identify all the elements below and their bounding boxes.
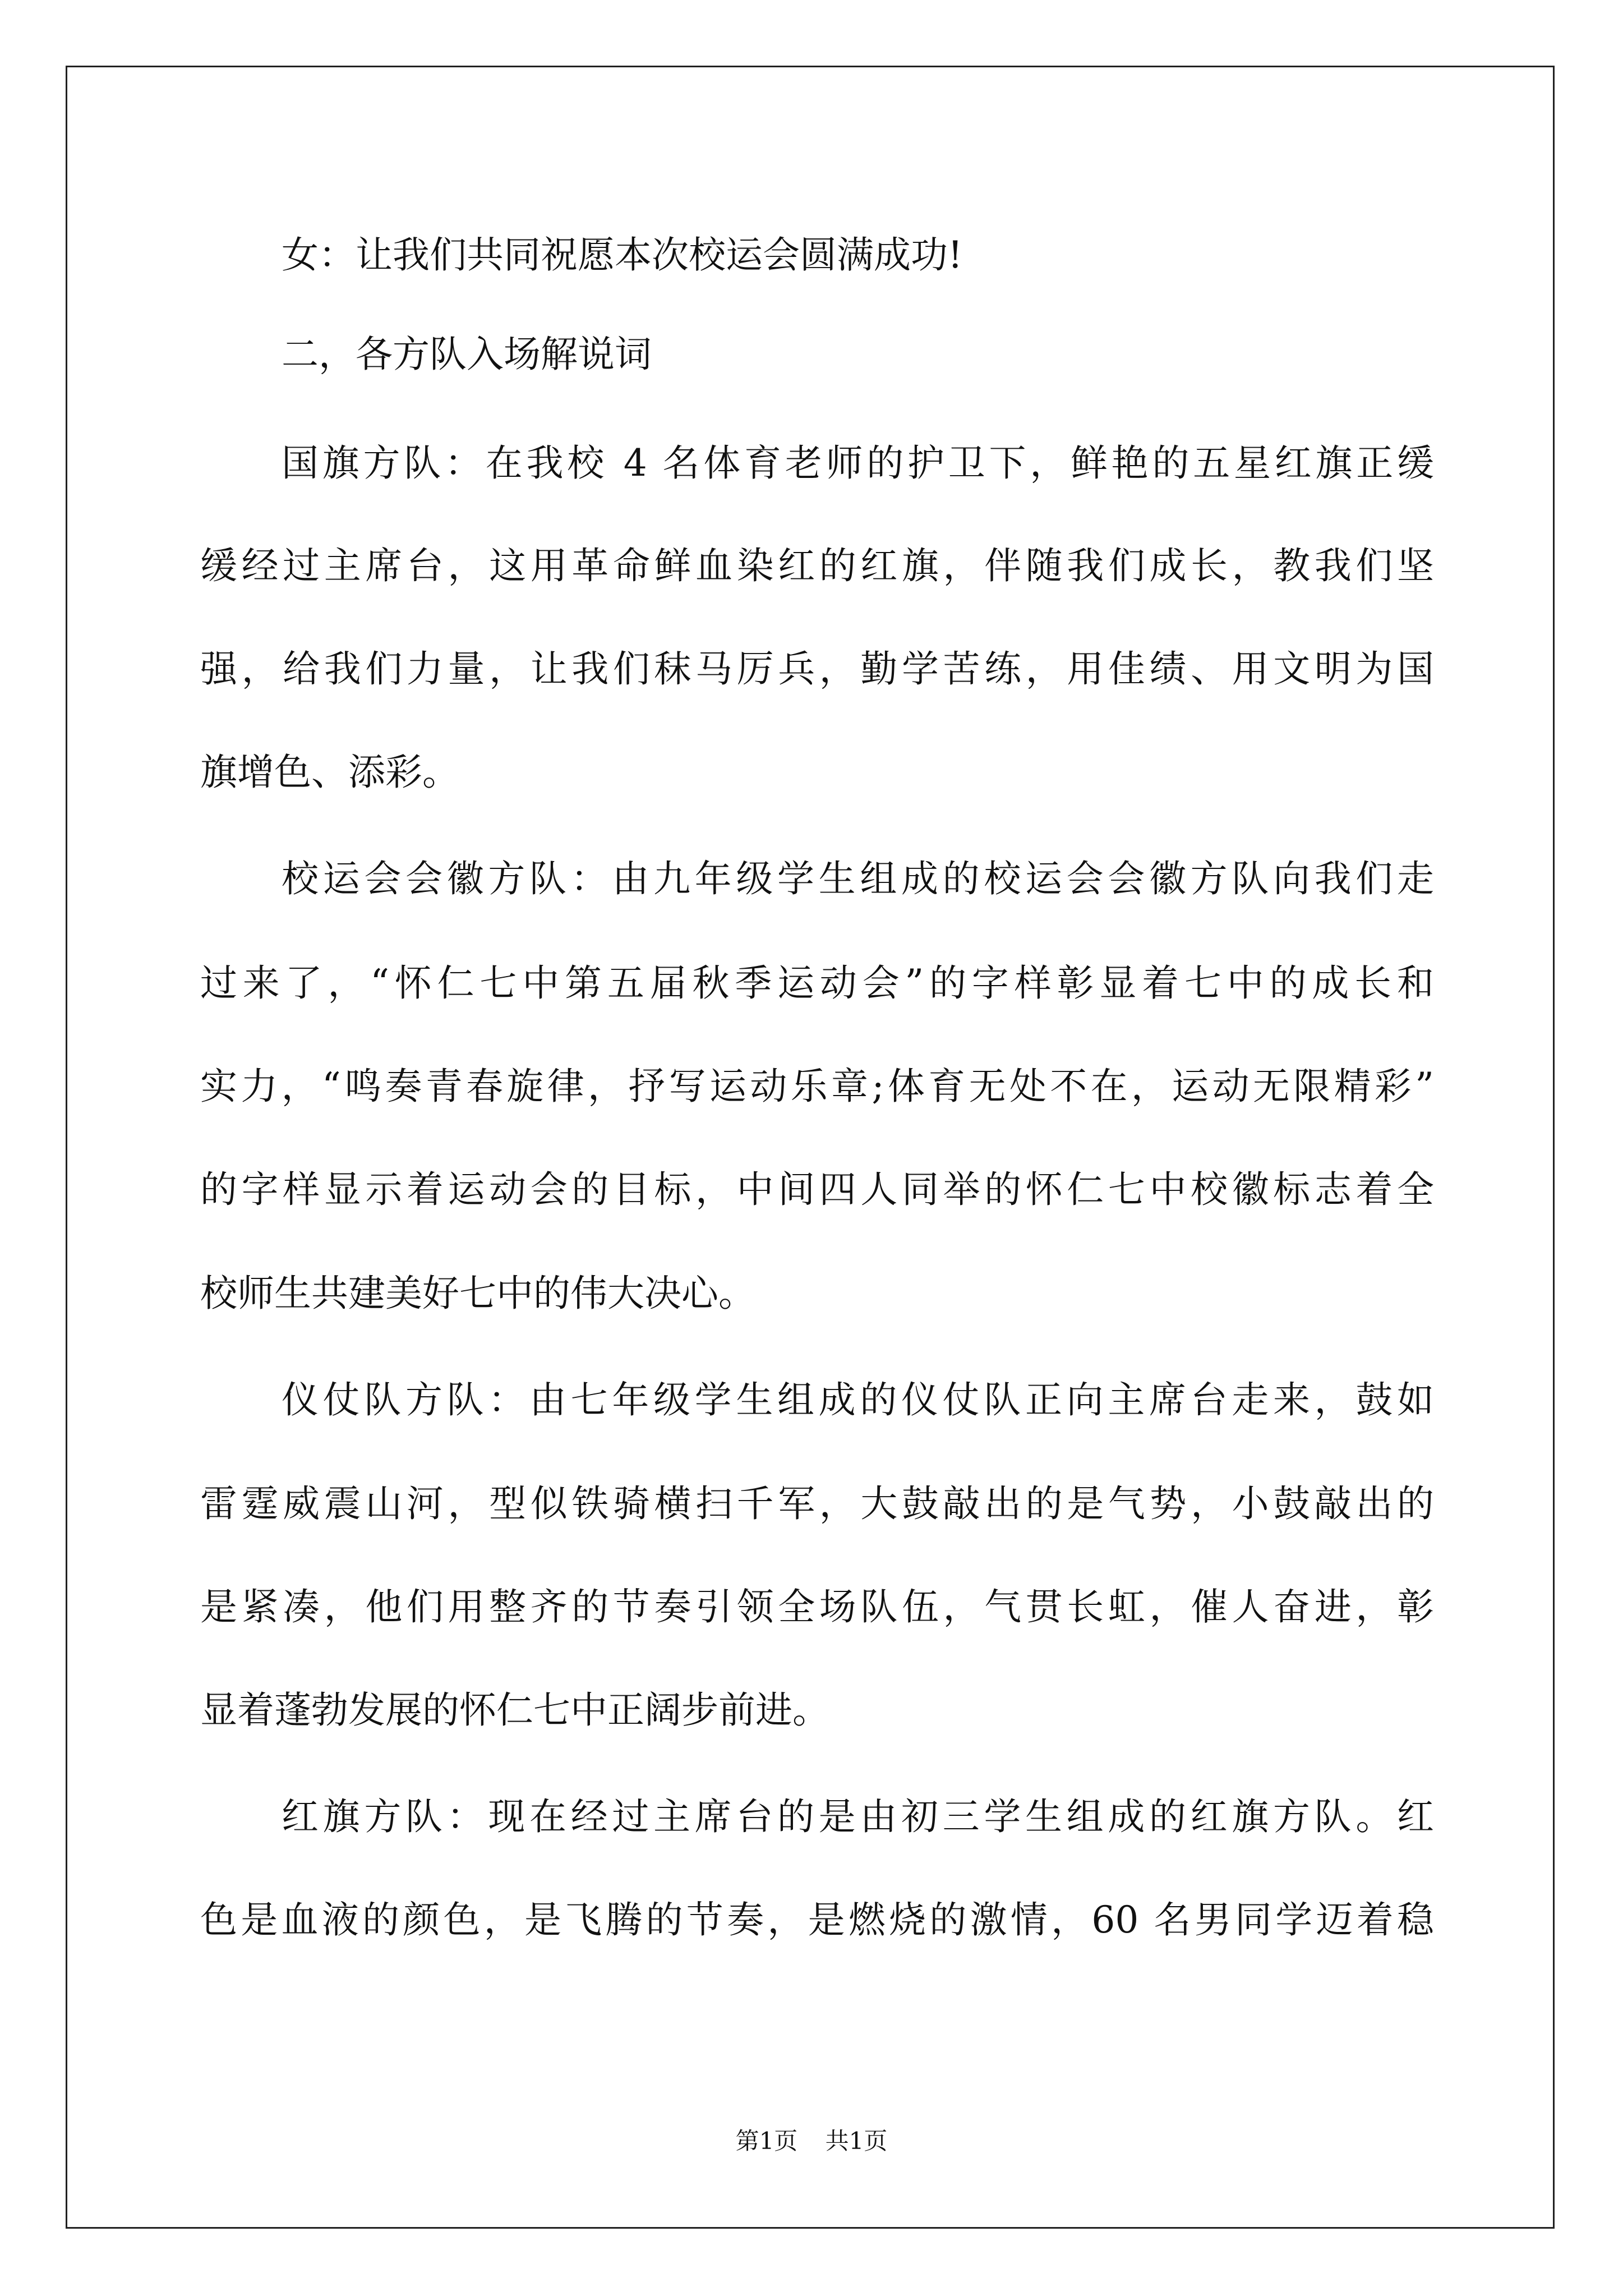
text-line: 显着蓬勃发展的怀仁七中正阔步前进。 bbox=[200, 1688, 829, 1732]
text-line: 实力，“鸣奏青春旋律，抒写运动乐章;体育无处不在，运动无限精彩” bbox=[200, 1065, 1434, 1108]
section-heading: 二，各方队入场解说词 bbox=[282, 333, 652, 376]
text-line: 旗增色、添彩。 bbox=[200, 751, 459, 794]
text-line: 雷霆威震山河，型似铁骑横扫千军，大鼓敲出的是气势，小鼓敲出的 bbox=[200, 1482, 1434, 1525]
text-line: 仪仗队方队：由七年级学生组成的仪仗队正向主席台走来，鼓如 bbox=[282, 1378, 1434, 1421]
text-line: 的字样显示着运动会的目标，中间四人同举的怀仁七中校徽标志着全 bbox=[200, 1168, 1434, 1211]
text-line: 校运会会徽方队：由九年级学生组成的校运会会徽方队向我们走 bbox=[282, 857, 1434, 900]
text-line: 缓经过主席台，这用革命鲜血染红的红旗，伴随我们成长，教我们坚 bbox=[200, 544, 1434, 587]
text-line: 女：让我们共同祝愿本次校运会圆满成功! bbox=[282, 233, 963, 277]
text-line: 色是血液的颜色，是飞腾的节奏，是燃烧的激情，60 名男同学迈着稳 bbox=[200, 1898, 1434, 1941]
text-line: 强，给我们力量，让我们秣马厉兵，勤学苦练，用佳绩、用文明为国 bbox=[200, 647, 1434, 691]
page-footer bbox=[0, 2127, 1623, 2155]
page-total: 共1页 bbox=[825, 2127, 888, 2155]
text-line: 是紧凑，他们用整齐的节奏引领全场队伍，气贯长虹，催人奋进，彰 bbox=[200, 1585, 1434, 1628]
text-line: 校师生共建美好七中的伟大决心。 bbox=[200, 1272, 755, 1315]
text-line: 国旗方队：在我校 4 名体育老师的护卫下，鲜艳的五星红旗正缓 bbox=[282, 441, 1434, 485]
text-line: 过来了，“怀仁七中第五届秋季运动会”的字样彰显着七中的成长和 bbox=[200, 961, 1434, 1005]
text-line: 红旗方队：现在经过主席台的是由初三学生组成的红旗方队。红 bbox=[282, 1795, 1434, 1838]
page-number: 第1页 bbox=[735, 2127, 798, 2155]
